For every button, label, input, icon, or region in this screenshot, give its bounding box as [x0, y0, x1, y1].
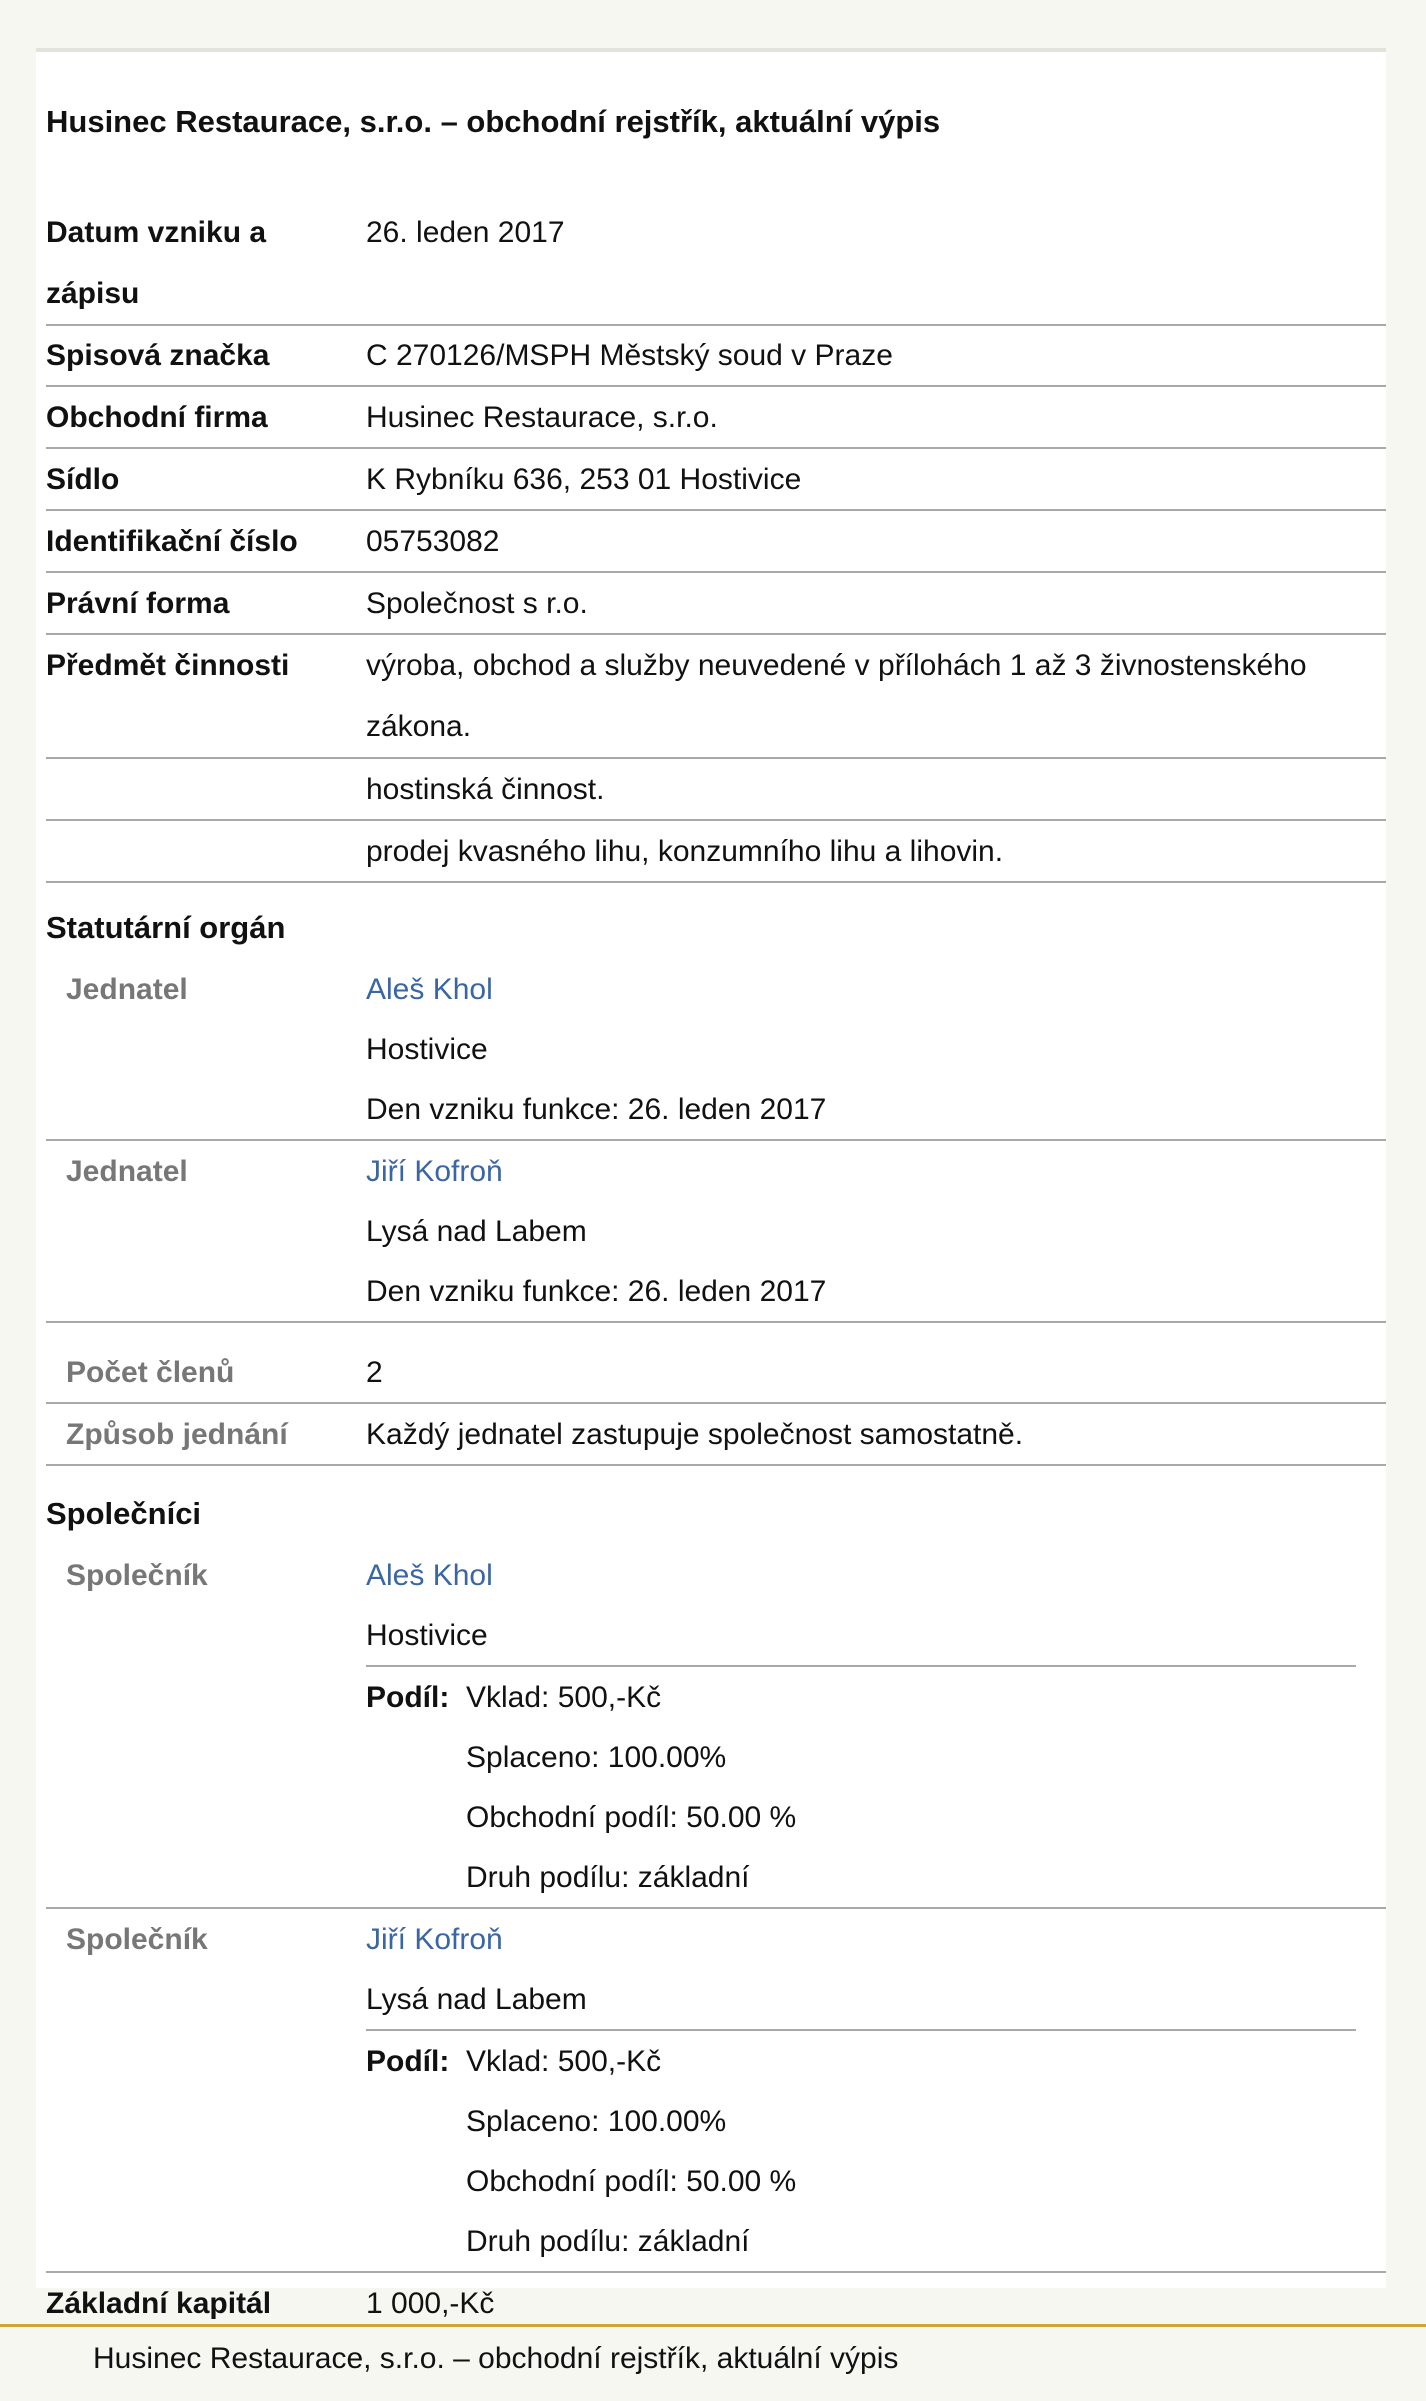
value-line: zákona.	[366, 710, 472, 743]
row-pocet-clenu	[46, 1342, 1386, 1404]
footer	[0, 2324, 1426, 2401]
label-line: zápisu	[46, 277, 140, 310]
row-value: 2	[366, 1356, 383, 1389]
member-role: Jednatel	[66, 1155, 188, 1188]
row-value: 1 000,-Kč	[366, 2287, 495, 2320]
row-value: Společnost s r.o.	[366, 587, 588, 620]
member-since: Den vzniku funkce: 26. leden 2017	[366, 1275, 827, 1308]
spolecnik-member	[46, 1909, 1386, 2273]
row-value	[366, 635, 1366, 757]
row-label: Základní kapitál	[46, 2287, 272, 2320]
share-druh: Druh podílu: základní	[466, 1861, 750, 1894]
share-druh: Druh podílu: základní	[466, 2225, 750, 2258]
row-ico	[46, 511, 1386, 573]
row-value: C 270126/MSPH Městský soud v Praze	[366, 339, 893, 372]
row-sidlo	[46, 449, 1386, 511]
record-card	[36, 48, 1386, 2320]
row-obchodni-firma	[46, 387, 1386, 449]
row-label: Obchodní firma	[46, 401, 268, 434]
page-title: Husinec Restaurace, s.r.o. – obchodní rejstřík, aktuální výpis	[46, 104, 941, 139]
share-label: Podíl:	[366, 1681, 450, 1714]
statutarni-member	[46, 1141, 1386, 1323]
member-place: Lysá nad Labem	[366, 1983, 587, 2016]
member-since: Den vzniku funkce: 26. leden 2017	[366, 1093, 827, 1126]
share-splaceno: Splaceno: 100.00%	[466, 1741, 727, 1774]
row-value: Husinec Restaurace, s.r.o.	[366, 401, 718, 434]
footer-text: Husinec Restaurace, s.r.o. – obchodní rejstřík, aktuální výpis	[93, 2342, 899, 2375]
member-role: Společník	[66, 1559, 208, 1592]
share-vklad: Vklad: 500,-Kč	[466, 2045, 662, 2078]
row-value: hostinská činnost.	[366, 773, 605, 806]
share-obchodni-podil: Obchodní podíl: 50.00 %	[466, 2165, 797, 2198]
row-value: prodej kvasného lihu, konzumního lihu a lihovin.	[366, 835, 1004, 868]
row-value: Každý jednatel zastupuje společnost samostatně.	[366, 1418, 1024, 1451]
row-value: 05753082	[366, 525, 500, 558]
member-place: Lysá nad Labem	[366, 1215, 587, 1248]
row-label: Předmět činnosti	[46, 649, 290, 682]
row-pravni-forma	[46, 573, 1386, 635]
row-zpusob-jednani	[46, 1404, 1386, 1466]
row-label: Identifikační číslo	[46, 525, 298, 558]
row-predmet-cinnosti	[46, 635, 1386, 759]
share-splaceno: Splaceno: 100.00%	[466, 2105, 727, 2138]
share-label: Podíl:	[366, 2045, 450, 2078]
section-heading-spolecnici: Společníci	[46, 1496, 202, 1531]
spolecnik-member	[46, 1545, 1386, 1909]
row-label: Právní forma	[46, 587, 230, 620]
row-spisova-znacka	[46, 325, 1386, 387]
member-role: Společník	[66, 1923, 208, 1956]
member-name-link[interactable]: Aleš Khol	[366, 973, 493, 1006]
member-name-link[interactable]: Aleš Khol	[366, 1559, 493, 1592]
row-label	[46, 202, 346, 324]
row-label: Počet členů	[66, 1356, 235, 1389]
row-value: K Rybníku 636, 253 01 Hostivice	[366, 463, 802, 496]
row-predmet-cinnosti-2	[46, 759, 1386, 821]
member-name-link[interactable]: Jiří Kofroň	[366, 1155, 503, 1188]
member-place: Hostivice	[366, 1619, 488, 1652]
row-predmet-cinnosti-3	[46, 821, 1386, 883]
row-datum-vzniku	[46, 202, 1386, 326]
member-place: Hostivice	[366, 1033, 488, 1066]
statutarni-member	[46, 959, 1386, 1141]
row-value: 26. leden 2017	[366, 216, 565, 249]
value-line: výroba, obchod a služby neuvedené v přílohách 1 až 3 živnostenského	[366, 649, 1307, 682]
row-label: Spisová značka	[46, 339, 270, 372]
section-heading-statutarni: Statutární orgán	[46, 910, 286, 945]
label-line: Datum vzniku a	[46, 216, 267, 249]
row-label: Sídlo	[46, 463, 120, 496]
share-obchodni-podil: Obchodní podíl: 50.00 %	[466, 1801, 797, 1834]
member-name-link[interactable]: Jiří Kofroň	[366, 1923, 503, 1956]
share-vklad: Vklad: 500,-Kč	[466, 1681, 662, 1714]
member-role: Jednatel	[66, 973, 188, 1006]
row-label: Způsob jednání	[66, 1418, 288, 1451]
